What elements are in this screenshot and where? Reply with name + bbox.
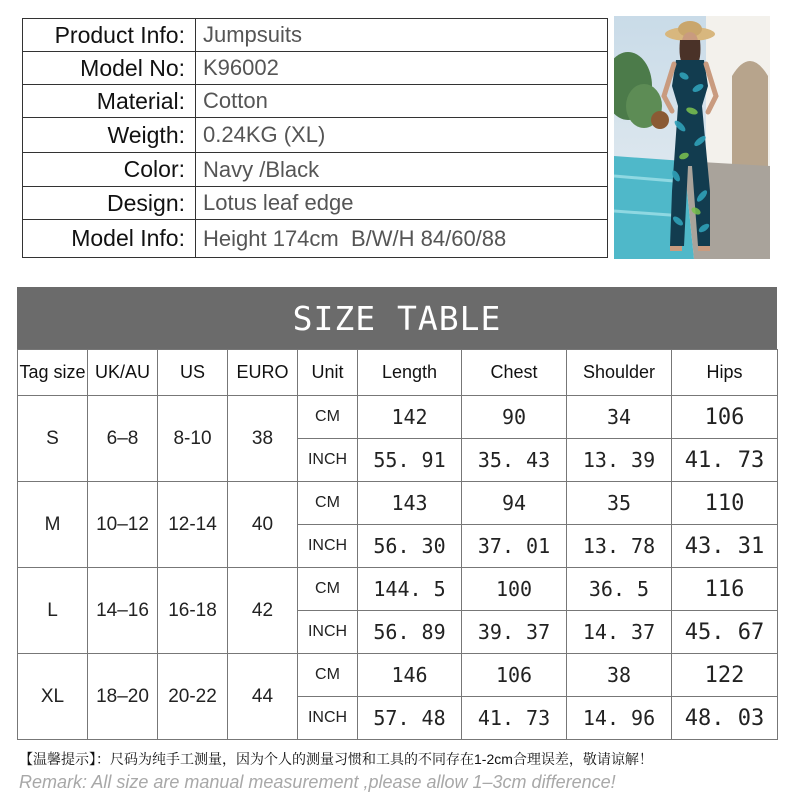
info-row-model-no [23,52,607,85]
length-cell: 146 [358,654,462,697]
chest-cell: 35. 43 [462,439,567,482]
us-cell: 16-18 [158,568,228,654]
uk-au-cell: 18–20 [88,654,158,740]
header-uk-au: UK/AU [88,350,158,396]
shoulder-cell: 14. 37 [567,611,672,654]
length-cell: 143 [358,482,462,525]
unit-cell: INCH [298,439,358,482]
shoulder-cell: 14. 96 [567,697,672,740]
unit-cell: CM [298,568,358,611]
hips-cell: 106 [672,396,778,439]
unit-cell: INCH [298,697,358,740]
length-cell: 144. 5 [358,568,462,611]
uk-au-cell: 14–16 [88,568,158,654]
length-cell: 142 [358,396,462,439]
info-row-model-info [23,220,607,257]
unit-cell: INCH [298,525,358,568]
unit-cell: INCH [298,611,358,654]
chest-cell: 100 [462,568,567,611]
us-cell: 8-10 [158,396,228,482]
header-us: US [158,350,228,396]
info-label: Material: [23,85,196,117]
info-label: Product Info: [23,19,196,51]
info-row-product [23,19,607,52]
info-label: Model No: [23,52,196,84]
uk-au-cell: 10–12 [88,482,158,568]
header-shoulder: Shoulder [567,350,672,396]
info-label: Color: [23,153,196,186]
info-row-weight [23,118,607,153]
info-row-design [23,187,607,220]
header-hips: Hips [672,350,778,396]
header-chest: Chest [462,350,567,396]
info-label: Design: [23,187,196,219]
euro-cell: 38 [228,396,298,482]
euro-cell: 40 [228,482,298,568]
info-value: Jumpsuits [203,22,303,47]
length-cell: 56. 89 [358,611,462,654]
chest-cell: 37. 01 [462,525,567,568]
header-euro: EURO [228,350,298,396]
chest-cell: 94 [462,482,567,525]
shoulder-cell: 38 [567,654,672,697]
euro-cell: 44 [228,654,298,740]
info-value: Height 174cm B/W/H 84/60/88 [203,225,507,251]
us-cell: 12-14 [158,482,228,568]
hips-cell: 116 [672,568,778,611]
tag-size-cell: M [18,482,88,568]
hips-cell: 43. 31 [672,525,778,568]
info-value: Lotus leaf edge [203,190,354,215]
info-value: K96002 [203,55,279,80]
header-length: Length [358,350,462,396]
info-value: Navy /Black [203,156,320,182]
info-value: Cotton [203,88,268,113]
hips-cell: 45. 67 [672,611,778,654]
table-row-m-cm [18,482,778,525]
chest-cell: 39. 37 [462,611,567,654]
size-table-header-row [18,350,778,396]
chest-cell: 90 [462,396,567,439]
length-cell: 55. 91 [358,439,462,482]
hips-cell: 41. 73 [672,439,778,482]
chinese-note: 【温馨提示】：尺码为纯手工测量，因为个人的测量习惯和工具的不同存在1-2cm合理误差，敬请谅解！ [19,751,653,767]
size-table-title: SIZE TABLE [17,287,777,349]
info-row-color [23,153,607,187]
shoulder-cell: 13. 39 [567,439,672,482]
us-cell: 20-22 [158,654,228,740]
tag-size-cell: S [18,396,88,482]
table-row-s-cm [18,396,778,439]
remark-note: Remark: All size are manual measurement ,please allow 1–3cm difference! [19,772,616,792]
uk-au-cell: 6–8 [88,396,158,482]
table-row-xl-cm [18,654,778,697]
table-row-l-cm [18,568,778,611]
shoulder-cell: 13. 78 [567,525,672,568]
length-cell: 56. 30 [358,525,462,568]
tag-size-cell: XL [18,654,88,740]
shoulder-cell: 35 [567,482,672,525]
model-photo [614,16,770,259]
product-info-table [22,18,608,258]
unit-cell: CM [298,396,358,439]
shoulder-cell: 34 [567,396,672,439]
model-illustration [614,16,770,259]
header-unit: Unit [298,350,358,396]
chest-cell: 106 [462,654,567,697]
info-value: 0.24KG (XL) [203,122,326,147]
info-row-material [23,85,607,118]
hips-cell: 110 [672,482,778,525]
info-label: Model Info: [23,220,196,257]
unit-cell: CM [298,654,358,697]
unit-cell: CM [298,482,358,525]
hips-cell: 122 [672,654,778,697]
size-table [17,349,778,740]
hips-cell: 48. 03 [672,697,778,740]
length-cell: 57. 48 [358,697,462,740]
info-label: Weigth: [23,118,196,152]
euro-cell: 42 [228,568,298,654]
header-tag-size: Tag size [18,350,88,396]
shoulder-cell: 36. 5 [567,568,672,611]
chest-cell: 41. 73 [462,697,567,740]
tag-size-cell: L [18,568,88,654]
